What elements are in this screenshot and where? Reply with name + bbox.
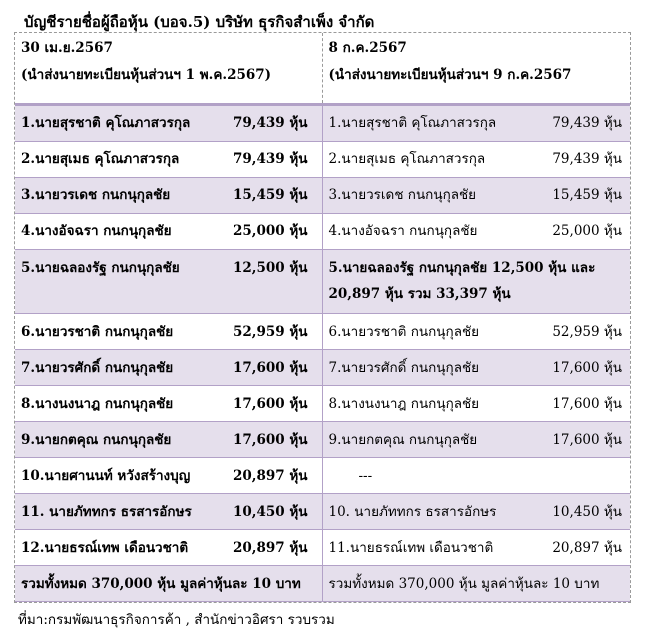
share-count: 20,897 หุ้น: [233, 539, 308, 556]
share-count: 17,600 หุ้น: [552, 395, 622, 412]
shareholder-entry: 5.นายฉลองรัฐ กนกนุกุลชัย 12,500 หุ้น และ 20,897 หุ้น รวม 33,397 หุ้น: [328, 260, 596, 302]
shareholder-entry: [21, 256, 316, 282]
header-left: [15, 33, 322, 105]
left-cell: [15, 494, 322, 530]
left-cell: [15, 105, 322, 142]
table-row: [15, 314, 630, 350]
header-left-note: (นำส่งนายทะเบียนหุ้นส่วนฯ 1 พ.ค.2567): [21, 66, 272, 83]
shareholder-name: 6.นายวรชาติ กนกนุกุลชัย: [21, 323, 174, 340]
share-count: 79,439 หุ้น: [552, 115, 622, 132]
shareholder-entry: [329, 150, 625, 168]
shareholder-name: 3.นายวรเดช กนกนุกุลชัย: [328, 187, 477, 204]
share-count: 79,439 หุ้น: [233, 115, 308, 132]
share-count: 17,600 หุ้น: [233, 395, 308, 412]
share-count: 20,897 หุ้น: [552, 539, 622, 556]
share-count: 20,897 หุ้น: [233, 467, 308, 484]
shareholder-name: 12.นายธรณ์เทพ เดือนวชาติ: [21, 539, 189, 556]
right-cell: [322, 494, 630, 530]
right-cell: [322, 350, 630, 386]
right-cell: [322, 178, 630, 214]
right-cell: [322, 386, 630, 422]
left-cell: [15, 250, 322, 314]
total-left: รวมทั้งหมด 370,000 หุ้น มูลค่าหุ้นละ 10 บาท: [15, 566, 322, 602]
shareholder-name: 6.นายวรชาติ กนกนุกุลชัย: [328, 323, 480, 340]
source-note: ที่มา:กรมพัฒนาธุรกิจการค้า , สำนักข่าวอิศรา รวบรวม: [18, 612, 335, 629]
shareholder-name: 2.นายสุเมธ คุโณภาสวรกุล: [21, 151, 180, 168]
shareholder-entry: [329, 539, 625, 557]
table-row: [15, 178, 630, 214]
shareholder-name: 1.นายสุรชาติ คุโณภาสวรกุล: [328, 115, 497, 132]
share-count: 25,000 หุ้น: [233, 223, 308, 240]
total-right: รวมทั้งหมด 370,000 หุ้น มูลค่าหุ้นละ 10 บาท: [322, 566, 630, 602]
table-row: [15, 386, 630, 422]
shareholder-name: 11.นายธรณ์เทพ เดือนวชาติ: [328, 539, 494, 556]
right-cell: [322, 458, 630, 494]
shareholder-entry: [21, 503, 316, 521]
table-row: [15, 458, 630, 494]
table-row: [15, 422, 630, 458]
shareholder-entry: [21, 395, 316, 413]
shareholder-name: 5.นายฉลองรัฐ กนกนุกุลชัย: [21, 260, 180, 276]
shareholder-entry: [329, 395, 625, 413]
share-count: 79,439 หุ้น: [233, 151, 308, 168]
right-cell: [322, 250, 630, 314]
table-row: [15, 250, 630, 314]
shareholder-name: 4.นางอัจฉรา กนกนุกุลชัย: [328, 223, 478, 240]
left-cell: [15, 314, 322, 350]
shareholder-name: 3.นายวรเดช กนกนุกุลชัย: [21, 187, 171, 204]
shareholder-entry: [21, 323, 316, 341]
share-count: 79,439 หุ้น: [552, 151, 622, 168]
shareholder-entry: [21, 467, 316, 485]
table-row: [15, 105, 630, 142]
left-cell: [15, 458, 322, 494]
table-row: [15, 350, 630, 386]
shareholder-entry: [21, 539, 316, 557]
share-count: 17,600 หุ้น: [552, 431, 622, 448]
shareholder-name: 9.นายกตคุณ กนกนุกุลชัย: [21, 431, 172, 448]
shareholder-name: 9.นายกตคุณ กนกนุกุลชัย: [328, 431, 478, 448]
table-row: [15, 142, 630, 178]
left-cell: [15, 178, 322, 214]
shareholder-name: 8.นางนงนาฎ กนกนุกุลชัย: [328, 395, 480, 412]
shareholder-entry: [329, 222, 625, 240]
shareholder-entry: [21, 222, 316, 240]
shareholder-name: 2.นายสุเมธ คุโณภาสวรกุล: [328, 151, 486, 168]
right-cell: [322, 314, 630, 350]
right-cell: [322, 530, 630, 566]
shareholder-entry: [329, 323, 625, 341]
shareholder-name: 10.นายศานนท์ หวังสร้างบุญ: [21, 467, 191, 484]
left-cell: [15, 214, 322, 250]
header-right-note: (นำส่งนายทะเบียนหุ้นส่วนฯ 9 ก.ค.2567: [328, 66, 572, 83]
shareholder-entry: [21, 150, 316, 168]
shareholder-entry: [329, 431, 625, 449]
right-cell: [322, 142, 630, 178]
shareholder-entry: [21, 186, 316, 204]
share-count: 12,500 หุ้น: [233, 260, 308, 276]
shareholder-entry: [329, 359, 625, 377]
shareholder-name: 11. นายภัททกร ธรสารอักษร: [21, 503, 192, 520]
left-cell: [15, 142, 322, 178]
table-header-row: [15, 33, 630, 105]
share-count: 10,450 หุ้น: [552, 503, 622, 520]
shareholder-name: 10. นายภัททกร ธรสารอักษร: [328, 503, 497, 520]
shareholder-name: 1.นายสุรชาติ คุโณภาสวรกุล: [21, 115, 191, 132]
shareholder-entry: [21, 431, 316, 449]
right-cell: [322, 214, 630, 250]
header-right: [322, 33, 630, 105]
table-row: [15, 494, 630, 530]
left-cell: [15, 350, 322, 386]
shareholder-name: 7.นายวรศักดิ์ กนกนุกุลชัย: [21, 359, 174, 376]
shareholder-entry: [21, 359, 316, 377]
share-count: 17,600 หุ้น: [233, 359, 308, 376]
shareholder-entry: [329, 114, 625, 132]
left-cell: [15, 422, 322, 458]
shareholder-name: 7.นายวรศักดิ์ กนกนุกุลชัย: [328, 359, 480, 376]
document-title: บัญชีรายชื่อผู้ถือหุ้น (บอจ.5) บริษัท ธุรกิจสำเพ็ง จำกัด: [24, 13, 375, 31]
share-count: 17,600 หุ้น: [552, 359, 622, 376]
header-left-date: 30 เม.ย.2567: [21, 40, 113, 56]
shareholder-entry: [21, 114, 316, 132]
shareholder-entry: [329, 503, 625, 521]
header-right-date: 8 ก.ค.2567: [328, 40, 407, 56]
left-cell: [15, 386, 322, 422]
share-count: 10,450 หุ้น: [233, 503, 308, 520]
right-cell: [322, 105, 630, 142]
share-count: 52,959 หุ้น: [552, 323, 622, 340]
share-count: 17,600 หุ้น: [233, 431, 308, 448]
table-row: [15, 214, 630, 250]
share-count: 52,959 หุ้น: [233, 323, 308, 340]
left-cell: [15, 530, 322, 566]
shareholder-table: [15, 33, 630, 602]
share-count: 25,000 หุ้น: [552, 223, 622, 240]
shareholder-entry: [329, 186, 625, 204]
shareholder-name: 4.นางอัจฉรา กนกนุกุลชัย: [21, 223, 172, 240]
right-cell: [322, 422, 630, 458]
shareholder-entry: ---: [358, 467, 373, 484]
total-row: [15, 566, 630, 602]
share-count: 15,459 หุ้น: [233, 187, 308, 204]
shareholder-name: 8.นางนงนาฎ กนกนุกุลชัย: [21, 395, 174, 412]
table-row: [15, 530, 630, 566]
share-count: 15,459 หุ้น: [552, 187, 622, 204]
